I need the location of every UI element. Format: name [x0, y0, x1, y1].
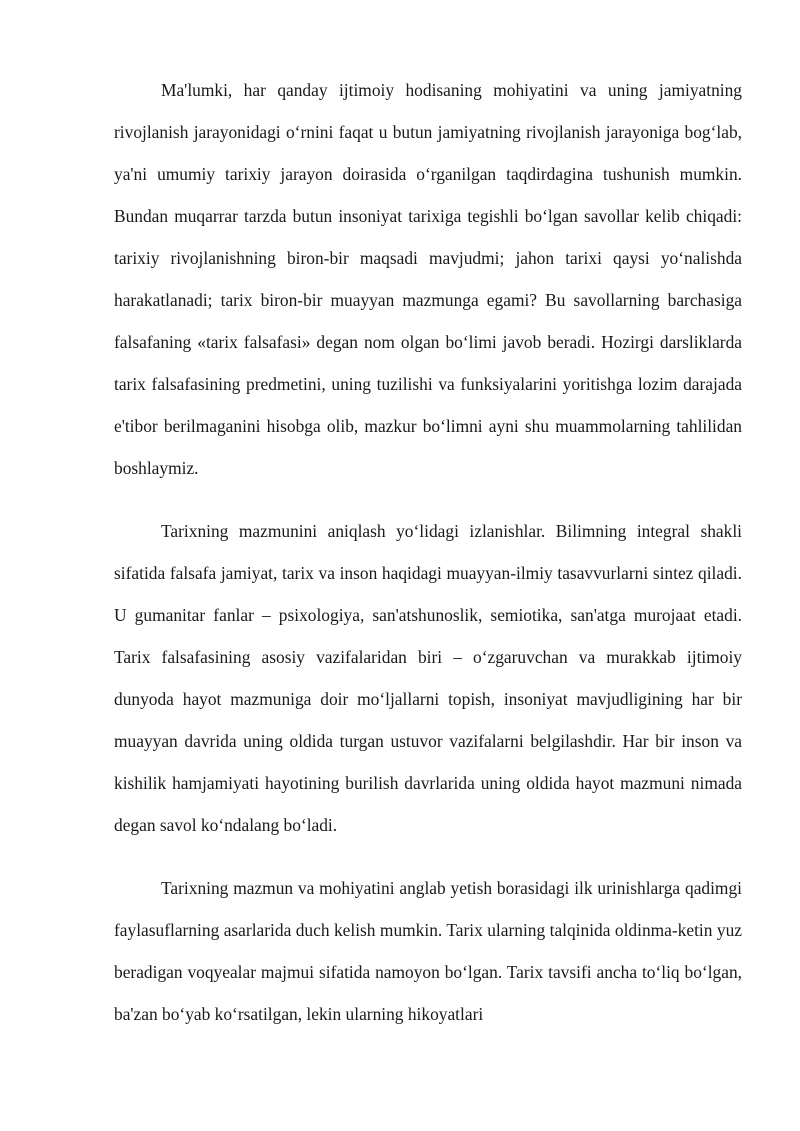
- paragraph-3: Tarixning mazmun va mohiyatini anglab yetish borasidagi ilk urinishlarga qadimgi faylasuflarning asarlarida duch kelish mumkin. Tarix ularning talqinida oldinma-ketin yuz beradigan voqyealar majmui sifatida namoyon boʻlgan. Tarix tavsifi ancha toʻliq boʻlgan, ba'zan boʻyab koʻrsatilgan, lekin ularning hikoyatlari: [114, 878, 742, 1024]
- paragraph-2: Tarixning mazmunini aniqlash yoʻlidagi izlanishlar. Bilimning integral shakli sifatida falsafa jamiyat, tarix va inson haqidagi muayyan-ilmiy tasavvurlarni sintez qiladi. U gumanitar fanlar – psixologiya, san'atshunoslik, semiotika, san'atga murojaat etadi. Tarix falsafasining asosiy vazifalaridan biri – oʻzgaruvchan va murakkab ijtimoiy dunyoda hayot mazmuniga doir moʻljallarni topish, insoniyat mavjudligining har bir muayyan davrida uning oldida turgan ustuvor vazifalarni belgilashdir. Har bir inson va kishilik hamjamiyati hayotining burilish davrlarida uning oldida hayot mazmuni nimada degan savol koʻndalang boʻladi.: [114, 521, 742, 835]
- document-page: [114, 69, 742, 1035]
- paragraph-1: Ma'lumki, har qanday ijtimoiy hodisaning mohiyatini va uning jamiyatning rivojlanish jarayonidagi oʻrnini faqat u butun jamiyatning rivojlanish jarayoniga bogʻlab, ya'ni umumiy tarixiy jarayon doirasida oʻrganilgan taqdirdagina tushunish mumkin. Bundan muqarrar tarzda butun insoniyat tarixiga tegishli boʻlgan savollar kelib chiqadi: tarixiy rivojlanishning biron-bir maqsadi mavjudmi; jahon tarixi qaysi yoʻnalishda harakatlanadi; tarix biron-bir muayyan mazmunga egami? Bu savollarning barchasiga falsafaning «tarix falsafasi» degan nom olgan boʻlimi javob beradi. Hozirgi darsliklarda tarix falsafasining predmetini, uning tuzilishi va funksiyalarini yoritishga lozim darajada e'tibor berilmaganini hisobga olib, mazkur boʻlimni ayni shu muammolarning tahlilidan boshlaymiz.: [114, 80, 742, 478]
